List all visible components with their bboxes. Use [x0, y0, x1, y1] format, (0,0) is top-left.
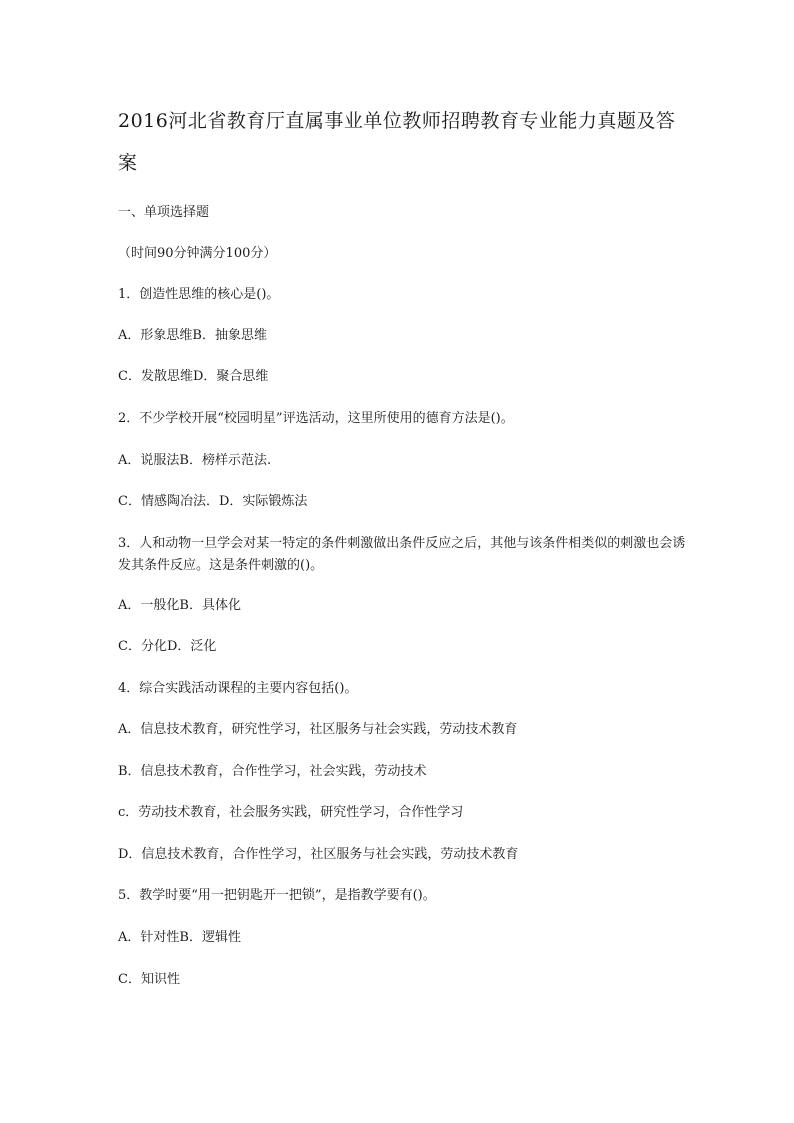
question-3: 3．人和动物一旦学会对某一特定的条件刺激做出条件反应之后，其他与该条件相类似的刺激也会诱发其条件反应。这是条件刺激的()。 [118, 536, 686, 573]
question-5-options-ab: A．针对性B．逻辑性 [118, 930, 241, 945]
question-1: 1．创造性思维的核心是()。 [118, 287, 280, 302]
question-2-options-ab: A．说服法B．榜样示范法. [118, 453, 272, 468]
section-heading: 一、单项选择题 [118, 205, 210, 220]
question-4: 4．综合实践活动课程的主要内容包括()。 [118, 681, 358, 696]
question-4-option-c: c．劳动技术教育，社会服务实践，研究性学习，合作性学习 [118, 805, 464, 820]
time-note: （时间90分钟满分100分） [118, 246, 277, 261]
question-1-options-cd: C．发散思维D．聚合思维 [118, 369, 269, 384]
question-5: 5．教学时要“用一把钥匙开一把锁”，是指教学要有()。 [118, 888, 436, 903]
question-4-option-b: B．信息技术教育，合作性学习，社会实践，劳动技术 [118, 764, 427, 779]
question-3-options-cd: C．分化D．泛化 [118, 639, 217, 654]
document-title: 2016河北省教育厅直属事业单位教师招聘教育专业能力真题及答案 [118, 110, 676, 174]
question-4-option-a: A．信息技术教育，研究性学习，社区服务与社会实践，劳动技术教育 [118, 722, 518, 737]
question-3-options-ab: A．一般化B．具体化 [118, 598, 241, 613]
question-1-options-ab: A．形象思维B．抽象思维 [118, 328, 267, 343]
question-4-option-d: D．信息技术教育，合作性学习，社区服务与社会实践，劳动技术教育 [118, 847, 519, 862]
question-5-option-c: C．知识性 [118, 972, 180, 987]
question-2: 2．不少学校开展“校园明星”评选活动，这里所使用的德育方法是()。 [118, 411, 514, 426]
question-2-options-cd: C．情感陶冶法．D．实际锻炼法 [118, 494, 308, 509]
